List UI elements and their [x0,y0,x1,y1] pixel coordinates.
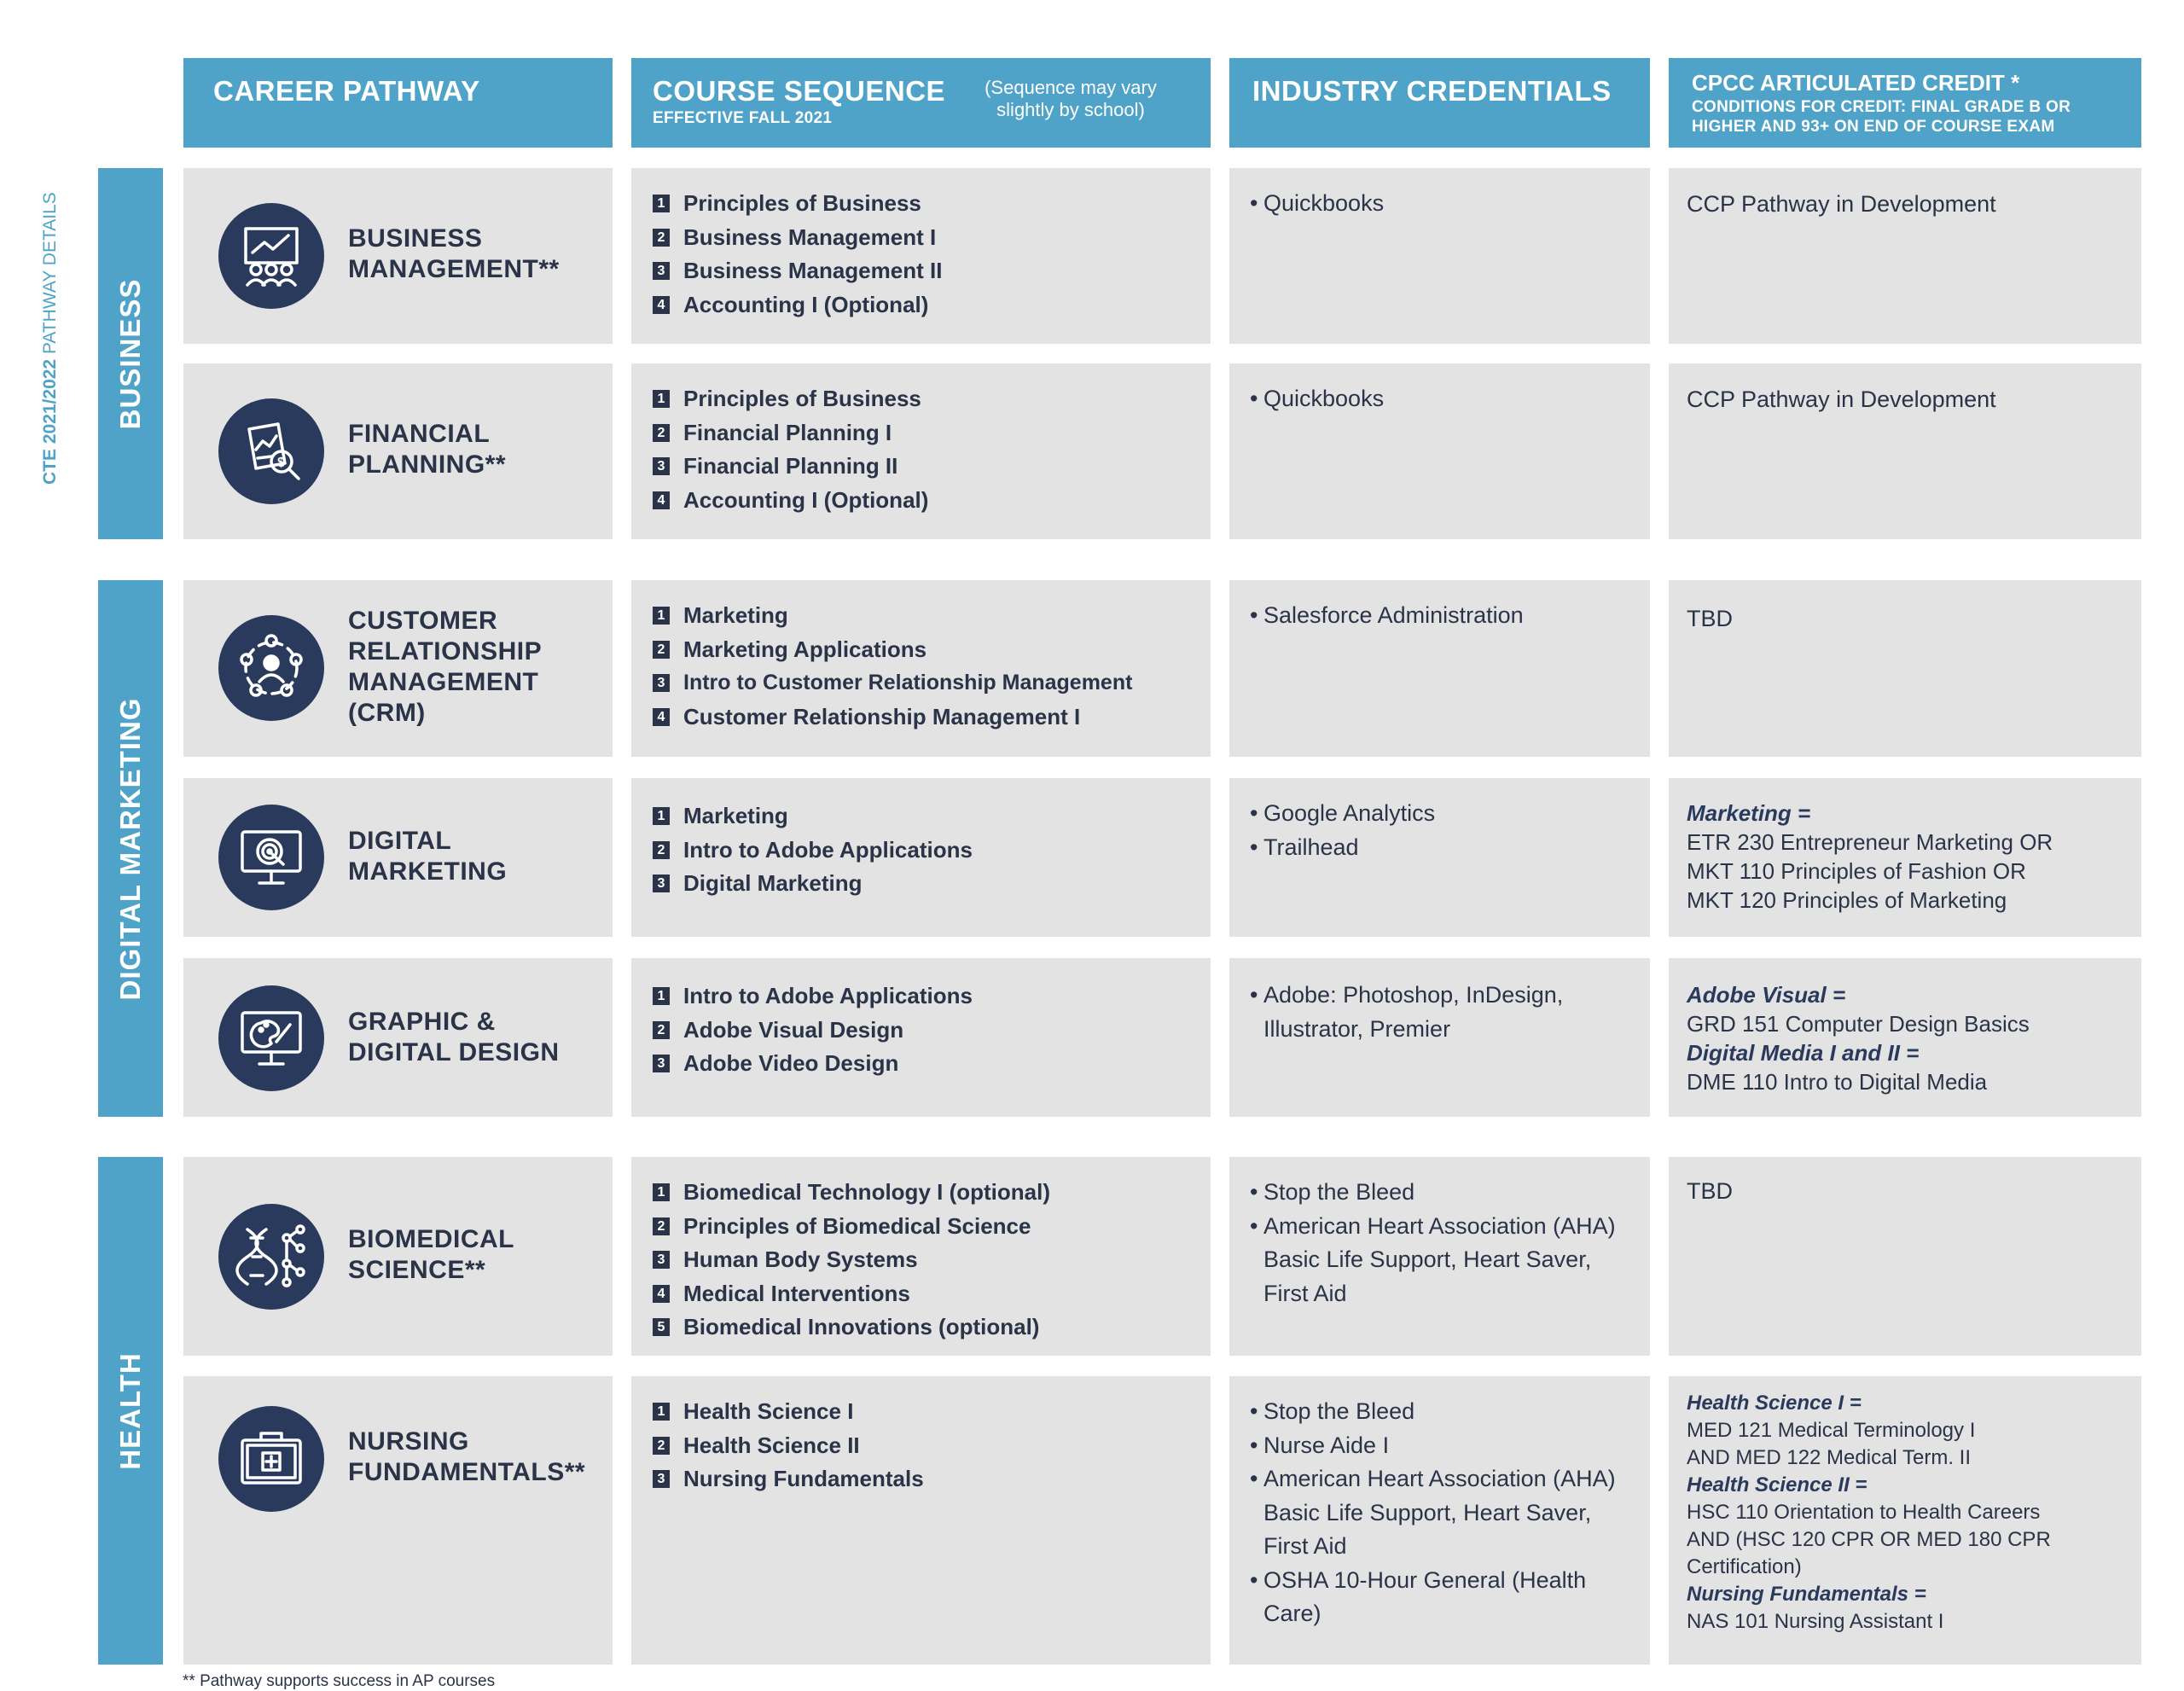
pathway-title-line: PLANNING** [348,450,507,479]
cpcc-course-label: Adobe Visual = [1687,982,1846,1008]
monitor-target-icon [218,805,324,910]
group-health-label: HEALTH [114,1351,146,1470]
footnote: ** Pathway supports success in AP courses [183,1672,496,1690]
sequence-note-line-1: (Sequence may vary [985,77,1157,98]
cpcc-course-label: Marketing = [1687,800,1811,826]
cpcc-cell [1669,168,2141,344]
pathway-title [348,224,560,285]
pathway-title-line: GRAPHIC & [348,1008,496,1036]
cpcc-cell [1669,580,2141,757]
cpcc-cell [1669,1157,2141,1356]
cpcc-course-text: GRD 151 Computer Design Basics [1687,1011,2030,1037]
pathway-title-line: MANAGEMENT [348,668,539,696]
header-sequence-note [960,77,1182,121]
cpcc-cell [1669,363,2141,539]
pathway-cell [183,1157,613,1356]
side-title-rest: PATHWAY DETAILS [40,192,60,359]
course-item: 2 Marketing Applications [653,633,1132,667]
sequence-note-line-2: slightly by school) [996,99,1145,120]
course-item: 1 Biomedical Technology I (optional) [653,1176,1050,1210]
monitor-palette-icon [218,985,324,1091]
course-item: 2 Intro to Adobe Applications [653,834,973,868]
pathway-title-line: SCIENCE** [348,1256,486,1284]
pathway-cell [183,958,613,1117]
credential-item: • Stop the Bleed [1250,1395,1629,1429]
cpcc-course-text: MED 121 Medical Terminology I [1687,1419,1976,1442]
cpcc-text: TBD [1687,606,1733,631]
credential-item: • Nurse Aide I [1250,1429,1629,1463]
header-career-pathway [183,58,613,148]
pathway-title [348,1427,585,1488]
course-sequence-cell [631,1157,1211,1356]
cpcc-course-text: HSC 110 Orientation to Health Careers [1687,1501,2041,1524]
course-item: 4 Accounting I (Optional) [653,288,942,323]
header-cpcc-conditions-1: CONDITIONS FOR CREDIT: FINAL GRADE B OR [1692,98,2071,116]
pathway-title-line: MANAGEMENT** [348,255,560,283]
customer-network-icon [218,615,324,721]
course-list [653,979,973,1081]
pathway-cell [183,580,613,757]
course-list [653,1395,924,1496]
pathway-title [348,1007,560,1068]
credentials-cell [1229,363,1650,539]
course-sequence-cell [631,958,1211,1117]
cpcc-course-text: MKT 110 Principles of Fashion OR [1687,858,2026,884]
credential-item: • American Heart Association (AHA) Basic Life Support, Heart Saver, First Aid [1250,1462,1629,1564]
course-item: 1 Principles of Business [653,187,942,221]
side-title-year: CTE 2021/2022 [40,358,60,485]
first-aid-kit-icon [218,1406,324,1512]
header-course-sequence [631,58,1211,148]
pathway-cell [183,778,613,937]
header-cpcc-title: CPCC ARTICULATED CREDIT * [1692,70,2020,96]
cpcc-text: CCP Pathway in Development [1687,191,1996,217]
credential-item: • Salesforce Administration [1250,599,1638,633]
course-list [653,799,973,901]
cpcc-course-label: Digital Media I and II = [1687,1040,1920,1066]
course-list [653,599,1132,734]
cpcc-course-text: Certification) [1687,1555,1802,1578]
course-sequence-cell [631,580,1211,757]
course-item: 3 Adobe Video Design [653,1047,973,1081]
cpcc-cell [1669,958,2141,1117]
cpcc-course-text: ETR 230 Entrepreneur Marketing OR [1687,829,2053,855]
pathway-title [348,1224,514,1286]
course-item: 2 Health Science II [653,1429,924,1463]
credentials-cell [1229,168,1650,344]
pathway-title-line: BIOMEDICAL [348,1225,514,1253]
financial-document-magnifier-icon [218,398,324,504]
pathway-title-line: RELATIONSHIP [348,637,543,665]
course-list [653,1176,1050,1345]
credential-item: • Google Analytics [1250,797,1638,831]
credential-item: • Quickbooks [1250,382,1638,416]
credential-list [1250,1395,1629,1631]
pathway-title-line: BUSINESS [348,224,483,253]
business-chart-people-icon [218,203,324,309]
cpcc-credit-detail [1687,980,2130,1096]
course-item: 4 Medical Interventions [653,1277,1050,1311]
header-career-pathway-label: CAREER PATHWAY [213,75,480,107]
pathway-title-line: NURSING [348,1427,469,1456]
credential-item: • OSHA 10-Hour General (Health Care) [1250,1564,1629,1631]
pathway-title [348,826,507,887]
course-item: 3 Digital Marketing [653,867,973,901]
group-business-label: BUSINESS [114,278,146,429]
pathway-cell [183,168,613,344]
credential-list [1250,1176,1629,1310]
svg-text:$: $ [277,456,285,470]
course-sequence-cell [631,778,1211,937]
course-item: 1 Intro to Adobe Applications [653,979,973,1014]
credentials-cell [1229,1157,1650,1356]
credential-item: • Quickbooks [1250,187,1638,221]
cpcc-course-label: Nursing Fundamentals = [1687,1583,1926,1606]
course-item: 2 Adobe Visual Design [653,1014,973,1048]
course-item: 3 Business Management II [653,254,942,288]
cpcc-course-text: AND MED 122 Medical Term. II [1687,1446,1971,1469]
header-industry-credentials [1229,58,1650,148]
course-sequence-cell [631,1376,1211,1665]
credentials-cell [1229,958,1650,1117]
cpcc-text: TBD [1687,1178,1733,1204]
group-health [98,1157,163,1665]
group-business [98,168,163,539]
cpcc-text: CCP Pathway in Development [1687,386,1996,412]
course-item: 2 Principles of Biomedical Science [653,1210,1050,1244]
pathway-title [348,419,506,480]
group-digital-marketing [98,580,163,1117]
course-item: 4 Accounting I (Optional) [653,484,928,518]
credential-item: • Stop the Bleed [1250,1176,1629,1210]
cpcc-cell [1669,1376,2141,1665]
credential-item: • Adobe: Photoshop, InDesign, Illustrator, Premier [1250,979,1638,1046]
credential-list [1250,979,1638,1046]
pathway-title-line: CUSTOMER [348,607,498,635]
header-industry-credentials-label: INDUSTRY CREDENTIALS [1252,75,1612,107]
cpcc-course-label: Health Science I = [1687,1392,1862,1415]
course-item: 1 Marketing [653,599,1132,633]
credential-list [1250,187,1638,221]
dna-molecule-icon [218,1204,324,1310]
group-digital-marketing-label: DIGITAL MARKETING [114,697,146,1000]
header-effective-date: EFFECTIVE FALL 2021 [653,109,833,127]
pathway-title-line: FUNDAMENTALS** [348,1458,586,1486]
credentials-cell [1229,580,1650,757]
pathway-title [348,606,542,729]
credential-item: • American Heart Association (AHA) Basic Life Support, Heart Saver, First Aid [1250,1210,1629,1311]
course-item: 3 Intro to Customer Relationship Management [653,666,1132,700]
header-cpcc-conditions-2: HIGHER AND 93+ ON END OF COURSE EXAM [1692,118,2055,136]
course-item: 3 Human Body Systems [653,1243,1050,1277]
cpcc-course-label: Health Science II = [1687,1473,1867,1496]
course-item: 1 Marketing [653,799,973,834]
cpcc-course-text: MKT 120 Principles of Marketing [1687,887,2007,913]
header-cpcc-credit [1669,58,2141,148]
cpcc-course-text: AND (HSC 120 CPR OR MED 180 CPR [1687,1528,2051,1551]
pathway-cell [183,1376,613,1665]
pathway-title-line: (CRM) [348,699,426,727]
pathway-title-line: MARKETING [348,857,508,886]
cpcc-course-text: NAS 101 Nursing Assistant I [1687,1610,1944,1633]
course-item: 3 Financial Planning II [653,450,928,484]
course-item: 1 Health Science I [653,1395,924,1429]
course-list [653,187,942,322]
pathway-title-line: DIGITAL [348,827,452,855]
cpcc-cell [1669,778,2141,937]
course-list [653,382,928,517]
course-item: 5 Biomedical Innovations (optional) [653,1310,1050,1345]
course-sequence-cell [631,168,1211,344]
course-item: 4 Customer Relationship Management I [653,700,1132,735]
course-item: 2 Business Management I [653,221,942,255]
credential-item: • Trailhead [1250,831,1638,865]
document-side-title [40,192,61,485]
credential-list [1250,382,1638,416]
cpcc-credit-detail [1687,799,2130,915]
pathway-title-line: FINANCIAL [348,420,491,448]
course-item: 3 Nursing Fundamentals [653,1462,924,1496]
pathway-title-line: DIGITAL DESIGN [348,1038,560,1066]
course-sequence-cell [631,363,1211,539]
header-course-sequence-label: COURSE SEQUENCE [653,75,946,107]
credential-list [1250,797,1638,864]
cpcc-credit-detail [1687,1390,2135,1636]
course-item: 1 Principles of Business [653,382,928,416]
cpcc-course-text: DME 110 Intro to Digital Media [1687,1069,1988,1095]
pathway-cell [183,363,613,539]
course-item: 2 Financial Planning I [653,416,928,450]
credential-list [1250,599,1638,633]
credentials-cell [1229,778,1650,937]
credentials-cell [1229,1376,1650,1665]
